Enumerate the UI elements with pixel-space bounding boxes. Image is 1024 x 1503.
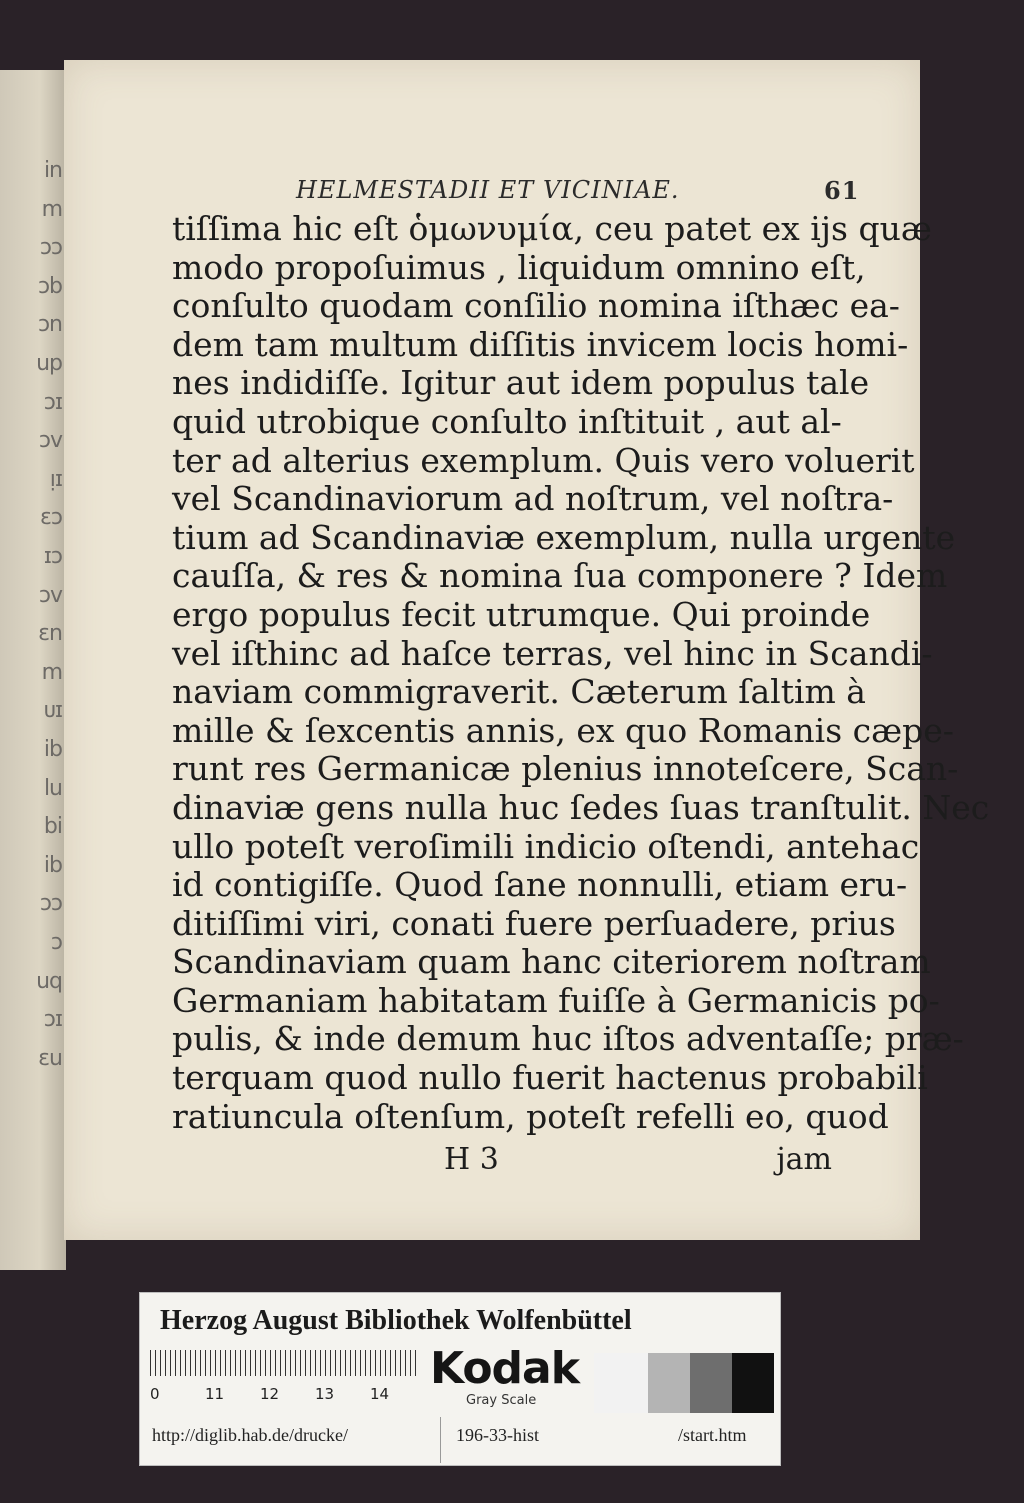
text-line: cauſſa, & res & nomina ſua componere ? Idem	[172, 556, 948, 596]
text-line: Scandinaviam quam hanc citeriorem noſtram	[172, 942, 931, 982]
previous-page-fragment: ɔɪ	[43, 389, 62, 415]
previous-page-fragment: m	[41, 196, 62, 222]
card-divider	[440, 1417, 441, 1463]
kodak-logo: Kodak	[430, 1343, 579, 1394]
ruler-number: 14	[370, 1385, 390, 1403]
url-identifier: 196-33-hist	[456, 1425, 539, 1445]
previous-page-fragment: ɛn	[38, 621, 62, 647]
page-number: 61	[824, 176, 860, 205]
previous-page-fragment: ɛɔ	[40, 505, 62, 531]
previous-page-fragment: ɛu	[38, 1045, 62, 1071]
text-line: ullo poteſt veroſimili indicio oſtendi, antehac	[172, 826, 920, 866]
ruler-number: 0	[150, 1385, 160, 1403]
text-line: ter ad alterius exemplum. Quis vero voluerit	[172, 440, 915, 480]
previous-page-fragment: bi	[43, 814, 62, 840]
previous-page-fragment: ɔɔ	[39, 235, 62, 261]
measurement-ruler	[150, 1350, 420, 1376]
previous-page-fragment: ɔ	[50, 930, 62, 955]
previous-page-fragment: up	[36, 351, 62, 376]
gray-scale-patches	[594, 1353, 774, 1413]
gray-patch	[690, 1353, 732, 1413]
text-line: nes indidiſſe. Igitur aut idem populus tale	[172, 363, 870, 403]
text-line: pulis, & inde demum huc iſtos adventaſſe; præ-	[172, 1019, 964, 1059]
text-line: ditiſſimi viri, conati fuere perſuadere, prius	[172, 903, 896, 943]
text-line: runt res Germanicæ plenius innoteſcere, Scan-	[172, 749, 959, 789]
previous-page-edge	[0, 70, 66, 1270]
library-name: Herzog August Bibliothek Wolfenbüttel	[160, 1305, 632, 1336]
text-line: ratiuncula oſtenſum, poteſt refelli eo, quod	[172, 1096, 889, 1136]
url-prefix: http://diglib.hab.de/drucke/	[152, 1425, 348, 1445]
catchword: jam	[776, 1142, 832, 1177]
text-line: conſulto quodam conſilio nomina iſthæc ea-	[172, 286, 900, 326]
gray-scale-label: Gray Scale	[466, 1393, 537, 1408]
previous-page-fragment: ɔv	[38, 428, 62, 454]
text-line: id contigiſſe. Quod ſane nonnulli, etiam eru-	[172, 865, 908, 905]
previous-page-fragment: lu	[43, 775, 62, 801]
running-head-title: HELMESTADII ET VICINIAE.	[296, 176, 680, 204]
signature-mark: H 3	[444, 1142, 499, 1177]
previous-page-fragment: ᴜɪ	[43, 698, 62, 724]
previous-page-fragment: ib	[43, 737, 62, 762]
ruler-number: 13	[315, 1385, 335, 1403]
url-suffix: /start.htm	[678, 1425, 747, 1445]
text-line: dem tam multum diſſitis invicem locis homi-	[172, 324, 909, 364]
page-footer	[172, 1142, 832, 1182]
previous-page-fragment: in	[43, 158, 62, 183]
text-line: quid utrobique conſulto inſtituit , aut al-	[172, 401, 842, 441]
ruler-number: 11	[205, 1385, 225, 1403]
previous-page-fragment: uq	[36, 968, 62, 994]
gray-patch	[594, 1353, 648, 1413]
text-line: modo propoſuimus , liquidum omnino eſt,	[172, 247, 866, 287]
previous-page-fragment: m	[41, 659, 62, 685]
previous-page-fragment: ɔb	[37, 273, 62, 299]
text-line: ergo populus fecit utrumque. Qui proinde	[172, 594, 871, 634]
previous-page-fragment: ɔv	[38, 582, 62, 608]
previous-page-fragment: ɔn	[37, 312, 62, 338]
gray-patch	[648, 1353, 690, 1413]
color-chart-card	[139, 1292, 781, 1466]
text-line: Germaniam habitatam fuiſſe à Germanicis po-	[172, 980, 940, 1020]
book-page	[64, 60, 990, 1240]
previous-page-fragment: ɔɪ	[43, 1007, 62, 1033]
text-line: tiſſima hic eſt ὁμωνυμία, ceu patet ex ijs quæ	[172, 209, 932, 248]
text-line: vel Scandinaviorum ad noſtrum, vel noſtra-	[172, 479, 894, 519]
text-line: terquam quod nullo fuerit hactenus probabili	[172, 1058, 928, 1098]
text-line: dinaviæ gens nulla huc ſedes ſuas tranſtulit. Nec	[172, 787, 990, 827]
ruler-number: 12	[260, 1385, 280, 1403]
text-line: vel iſthinc ad haſce terras, vel hinc in Scandi-	[172, 633, 933, 673]
body-text	[172, 209, 990, 1136]
text-line: tium ad Scandinaviæ exemplum, nulla urgente	[172, 517, 956, 557]
previous-page-fragment: ɔɔ	[39, 891, 62, 917]
previous-page-fragment: ᴉɪ	[49, 466, 62, 492]
ruler-numbers	[150, 1385, 440, 1407]
gray-patch	[732, 1353, 774, 1413]
previous-page-fragment: ɪɔ	[43, 544, 62, 569]
previous-page-fragment: ib	[43, 852, 62, 878]
text-line: mille & ſexcentis annis, ex quo Romanis cæpe-	[172, 710, 954, 750]
text-line: naviam commigraverit. Cæterum ſaltim à	[172, 672, 866, 712]
